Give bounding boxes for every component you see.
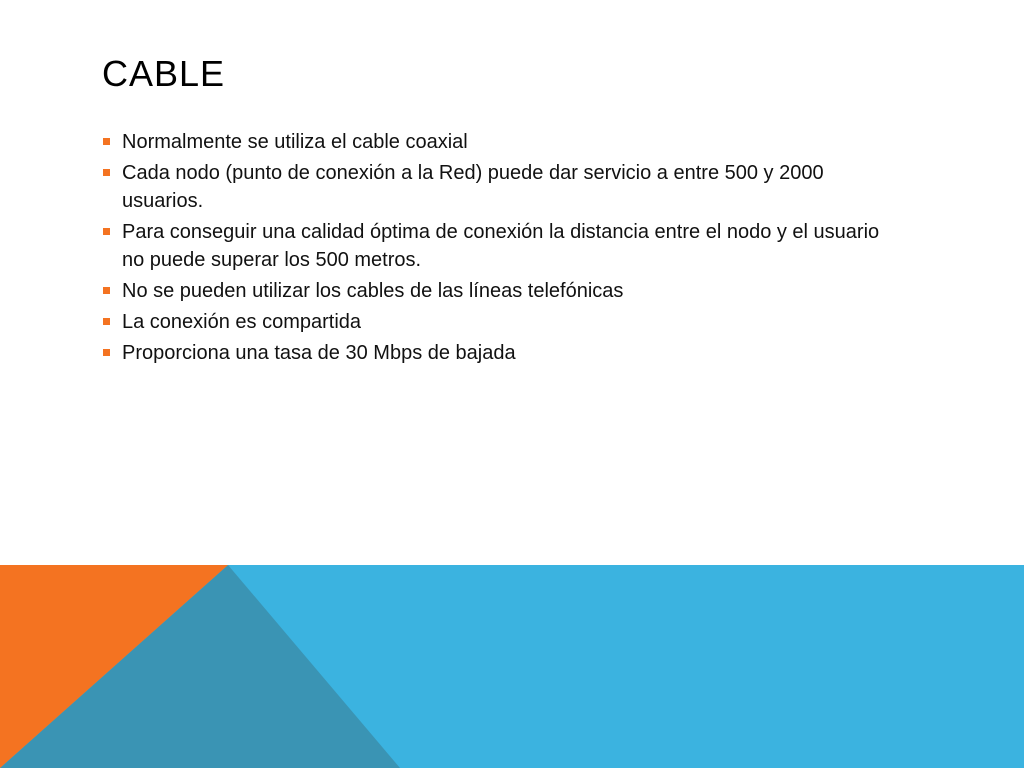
slide-title: CABLE [102, 53, 226, 94]
bullet-item [102, 277, 902, 305]
square-bullet-icon [103, 287, 110, 294]
bullet-text: La conexión es compartida [122, 311, 362, 333]
bullet-text: Cada nodo (punto de conexión a la Red) puede dar servicio a entre 500 y 2000 usuarios. [122, 162, 824, 212]
bullet-text: Normalmente se utiliza el cable coaxial [122, 131, 468, 153]
bullet-item [102, 218, 902, 274]
bullet-list [102, 128, 902, 370]
decorative-footer-shapes [0, 565, 1024, 768]
square-bullet-icon [103, 349, 110, 356]
square-bullet-icon [103, 318, 110, 325]
bullet-item [102, 339, 902, 367]
square-bullet-icon [103, 138, 110, 145]
bullet-text: No se pueden utilizar los cables de las líneas telefónicas [122, 280, 624, 302]
square-bullet-icon [103, 228, 110, 235]
square-bullet-icon [103, 169, 110, 176]
bullet-item [102, 128, 902, 156]
bullet-text: Proporciona una tasa de 30 Mbps de bajada [122, 342, 516, 364]
bullet-text: Para conseguir una calidad óptima de conexión la distancia entre el nodo y el usuario no puede superar los 500 metros. [122, 221, 880, 271]
bullet-item [102, 159, 902, 215]
bullet-item [102, 308, 902, 336]
